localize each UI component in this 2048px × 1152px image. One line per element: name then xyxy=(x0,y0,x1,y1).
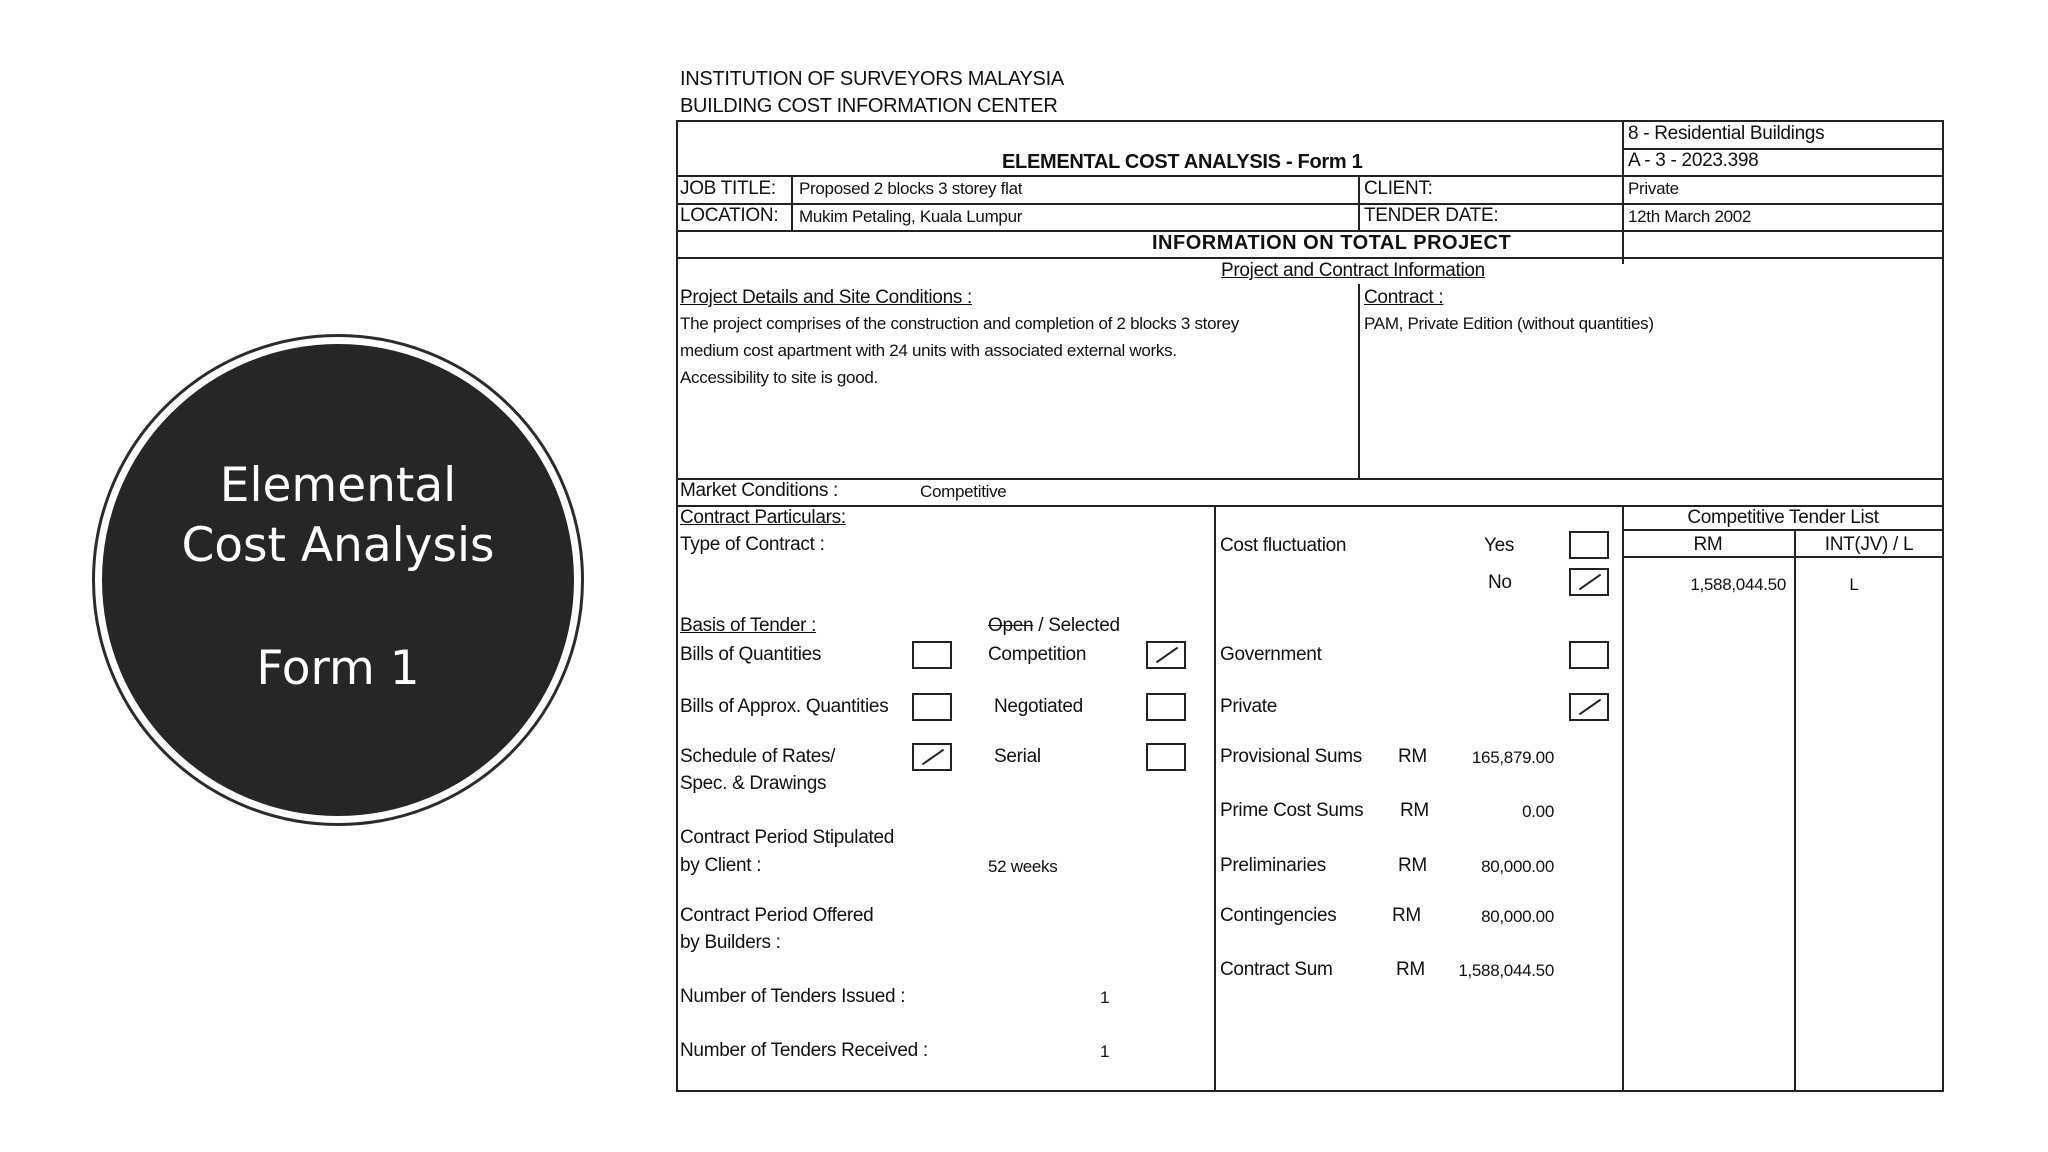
section-heading: INFORMATION ON TOTAL PROJECT xyxy=(1152,232,1512,254)
slide-title xyxy=(102,456,574,576)
period-offered-label: Contract Period Offered xyxy=(680,905,874,926)
competition-label: Competition xyxy=(988,644,1087,665)
private-label: Private xyxy=(1220,696,1278,717)
negotiated-label: Negotiated xyxy=(994,696,1083,717)
provisional-sums-label: Provisional Sums xyxy=(1220,746,1362,767)
currency-label: RM xyxy=(1398,855,1427,876)
tender-list-heading: Competitive Tender List xyxy=(1687,507,1879,528)
schedule-of-rates-label-line2: Spec. & Drawings xyxy=(680,773,827,794)
contingencies-label: Contingencies xyxy=(1220,905,1337,926)
no-label: No xyxy=(1488,572,1512,593)
client-value: Private xyxy=(1628,179,1679,198)
serial-label: Serial xyxy=(994,746,1041,767)
tender-list-col-rm: RM xyxy=(1693,534,1723,555)
government-label: Government xyxy=(1220,644,1322,665)
schedule-of-rates-checkbox[interactable] xyxy=(912,743,952,771)
prime-cost-value: 0.00 xyxy=(1522,802,1554,821)
government-checkbox[interactable] xyxy=(1569,641,1609,669)
preliminaries-value: 80,000.00 xyxy=(1481,857,1554,876)
bills-of-quantities-checkbox[interactable] xyxy=(912,641,952,669)
tenders-issued-value: 1 xyxy=(1100,988,1110,1007)
slide-title-line2: Cost Analysis xyxy=(181,518,495,573)
title-circle xyxy=(102,344,574,816)
cost-analysis-form xyxy=(676,62,1946,1092)
divider xyxy=(1622,120,1624,264)
location-value: Mukim Petaling, Kuala Lumpur xyxy=(799,207,1023,226)
open-label: Open xyxy=(988,615,1034,636)
slide-subtitle: Form 1 xyxy=(256,641,420,696)
divider xyxy=(791,175,793,230)
divider xyxy=(676,478,1944,480)
period-stipulated-label: Contract Period Stipulated xyxy=(680,827,894,848)
bills-of-quantities-label: Bills of Quantities xyxy=(680,644,822,665)
cost-fluctuation-no-checkbox[interactable] xyxy=(1569,568,1609,596)
bills-approx-checkbox[interactable] xyxy=(912,693,952,721)
divider xyxy=(1622,505,1624,1092)
client-label: CLIENT: xyxy=(1364,178,1433,199)
period-stipulated-label-line2: by Client : xyxy=(680,855,762,876)
preliminaries-label: Preliminaries xyxy=(1220,855,1326,876)
contract-particulars-label: Contract Particulars: xyxy=(680,507,846,528)
org-department: BUILDING COST INFORMATION CENTER xyxy=(680,95,1058,117)
divider xyxy=(1358,175,1360,230)
market-conditions-label: Market Conditions : xyxy=(680,480,838,501)
contract-sum-label: Contract Sum xyxy=(1220,959,1333,980)
divider xyxy=(1794,529,1796,1092)
type-of-contract-label: Type of Contract : xyxy=(680,534,825,555)
contingencies-value: 80,000.00 xyxy=(1481,907,1554,926)
market-conditions-value: Competitive xyxy=(920,482,1007,501)
currency-label: RM xyxy=(1396,959,1425,980)
tender-list-col-int: INT(JV) / L xyxy=(1824,534,1914,555)
yes-label: Yes xyxy=(1484,535,1515,556)
org-name: INSTITUTION OF SURVEYORS MALAYSIA xyxy=(680,68,1064,90)
form-title: ELEMENTAL COST ANALYSIS - Form 1 xyxy=(1002,151,1363,173)
provisional-sums-value: 165,879.00 xyxy=(1471,748,1554,767)
building-category: 8 - Residential Buildings xyxy=(1628,123,1825,144)
tender-date-value: 12th March 2002 xyxy=(1628,207,1752,226)
selected-label: / Selected xyxy=(1033,615,1120,636)
location-label: LOCATION: xyxy=(680,205,779,226)
divider xyxy=(1214,505,1216,1092)
project-details-label: Project Details and Site Conditions : xyxy=(680,287,973,308)
tenders-received-label: Number of Tenders Received : xyxy=(680,1040,928,1061)
competition-checkbox[interactable] xyxy=(1146,641,1186,669)
divider xyxy=(1358,284,1360,478)
divider xyxy=(676,175,1944,177)
contract-label: Contract : xyxy=(1364,287,1444,308)
basis-of-tender-label: Basis of Tender : xyxy=(680,615,817,636)
cost-fluctuation-label: Cost fluctuation xyxy=(1220,535,1347,556)
job-title-label: JOB TITLE: xyxy=(680,178,776,199)
project-details-line: The project comprises of the construction and completion of 2 blocks 3 storey xyxy=(680,314,1239,333)
slide-title-line1: Elemental xyxy=(219,458,457,513)
tenders-received-value: 1 xyxy=(1100,1042,1110,1061)
period-stipulated-value: 52 weeks xyxy=(988,857,1058,876)
project-details-line: Accessibility to site is good. xyxy=(680,368,878,387)
divider xyxy=(1622,529,1944,531)
project-details-line: medium cost apartment with 24 units with associated external works. xyxy=(680,341,1177,360)
currency-label: RM xyxy=(1400,800,1429,821)
divider xyxy=(1622,556,1944,558)
tenders-issued-label: Number of Tenders Issued : xyxy=(680,986,906,1007)
form-reference: A - 3 - 2023.398 xyxy=(1628,150,1759,171)
open-selected-label xyxy=(988,615,1120,637)
tender-list-rm-value: 1,588,044.50 xyxy=(1690,575,1786,594)
period-offered-label-line2: by Builders : xyxy=(680,932,781,953)
bills-approx-label: Bills of Approx. Quantities xyxy=(680,696,889,717)
schedule-of-rates-label: Schedule of Rates/ xyxy=(680,746,836,767)
currency-label: RM xyxy=(1392,905,1421,926)
divider xyxy=(676,257,1944,259)
negotiated-checkbox[interactable] xyxy=(1146,693,1186,721)
divider xyxy=(676,203,1944,205)
tender-list-int-value: L xyxy=(1849,575,1859,594)
contract-sum-value: 1,588,044.50 xyxy=(1458,961,1554,980)
serial-checkbox[interactable] xyxy=(1146,743,1186,771)
job-title-value: Proposed 2 blocks 3 storey flat xyxy=(799,179,1023,198)
currency-label: RM xyxy=(1398,746,1427,767)
tender-date-label: TENDER DATE: xyxy=(1364,205,1499,226)
cost-fluctuation-yes-checkbox[interactable] xyxy=(1569,531,1609,559)
private-checkbox[interactable] xyxy=(1569,693,1609,721)
subsection-heading: Project and Contract Information xyxy=(1221,260,1485,281)
contract-value: PAM, Private Edition (without quantities) xyxy=(1364,314,1654,333)
prime-cost-label: Prime Cost Sums xyxy=(1220,800,1364,821)
